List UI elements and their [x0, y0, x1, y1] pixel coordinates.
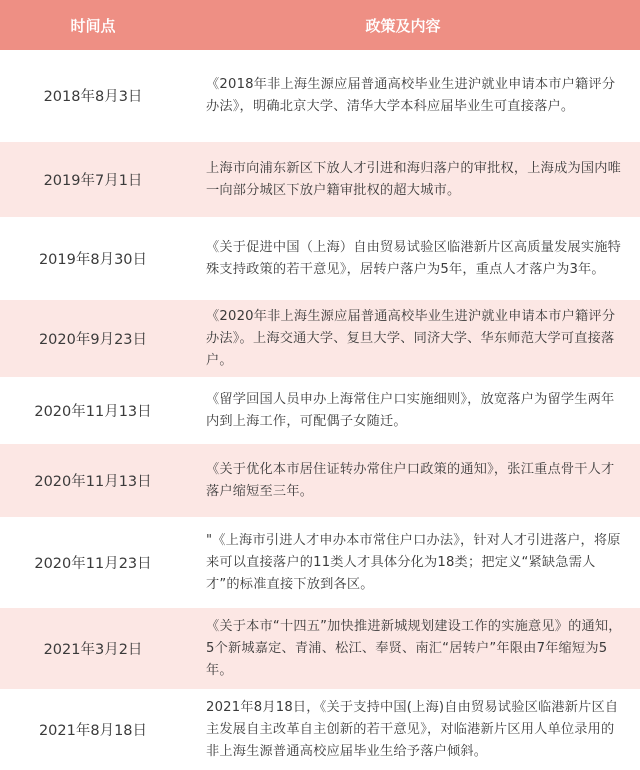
row-date: 2021年8月18日: [38, 723, 148, 739]
table-row: [0, 142, 640, 218]
row-date: 2018年8月3日: [43, 89, 143, 105]
table-header: [0, 0, 640, 50]
table-row: [0, 218, 640, 300]
table-row: [0, 518, 640, 608]
row-content: 《留学回国人员申办上海常住户口实施细则》，放宽落户为留学生两年内到上海工作，可配偶子女随迁。: [206, 391, 615, 429]
row-content: "《上海市引进人才申办本市常住户口办法》，针对人才引进落户，将原来可以直接落户的11类人才具体分化为18类；把定义“紧缺急需人才”的标准直接下放到各区。: [206, 532, 621, 592]
table-row: [0, 378, 640, 444]
table-row: [0, 300, 640, 378]
row-content: 《关于本市“十四五”加快推进新城规划建设工作的实施意见》的通知，5个新城嘉定、青浦、松江、奉贤、南汇“居转户”年限由7年缩短为5年。: [206, 618, 622, 678]
row-date: 2019年8月30日: [38, 252, 148, 268]
header-policy: 政策及内容: [365, 16, 441, 35]
row-date: 2019年7月1日: [43, 173, 143, 189]
table-row: [0, 50, 640, 142]
row-date: 2020年11月13日: [34, 474, 152, 490]
table-row: [0, 608, 640, 690]
row-date: 2021年3月2日: [43, 642, 143, 658]
table-row: [0, 444, 640, 518]
row-date: 2020年11月23日: [34, 556, 152, 572]
row-content: 《关于优化本市居住证转办常住户口政策的通知》，张江重点骨干人才落户缩短至三年。: [206, 461, 615, 499]
row-content: 《关于促进中国（上海）自由贸易试验区临港新片区高质量发展实施特殊支持政策的若干意见》，居转户落户为5年，重点人才落户为3年。: [206, 239, 622, 277]
row-date: 2020年11月13日: [34, 404, 152, 420]
row-content: 《2020年非上海生源应届普通高校毕业生进沪就业申请本市户籍评分办法》。上海交通大学、复旦大学、同济大学、华东师范大学可直接落户。: [206, 308, 616, 368]
row-content: 2021年8月18日，《关于支持中国(上海)自由贸易试验区临港新片区自主发展自主改革自主创新的若干意见》，对临港新片区用人单位录用的非上海生源普通高校应届毕业生给予落户倾斜。: [206, 699, 619, 759]
header-date: 时间点: [70, 16, 116, 35]
row-content: 上海市向浦东新区下放人才引进和海归落户的审批权，上海成为国内唯一向部分城区下放户籍审批权的超大城市。: [206, 160, 622, 198]
row-content: 《2018年非上海生源应届普通高校毕业生进沪就业申请本市户籍评分办法》，明确北京大学、清华大学本科应届毕业生可直接落户。: [206, 76, 616, 114]
row-date: 2020年9月23日: [38, 332, 148, 348]
table-row: [0, 690, 640, 770]
